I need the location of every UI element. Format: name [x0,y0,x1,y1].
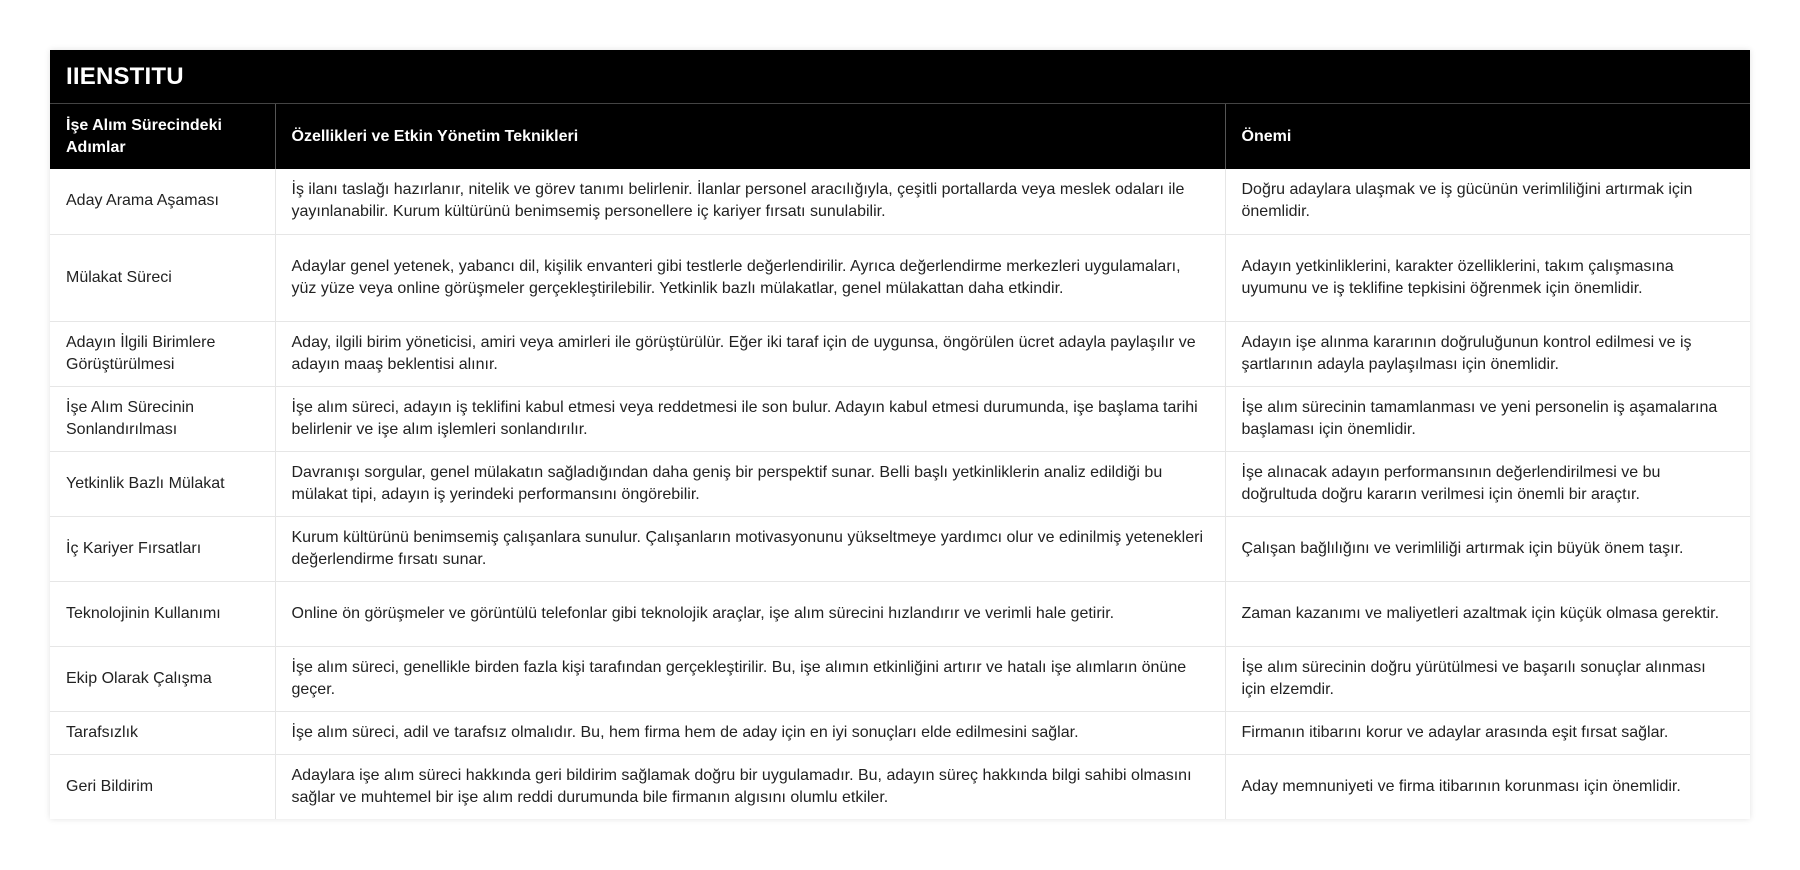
cell-importance: Zaman kazanımı ve maliyetleri azaltmak için küçük olmasa gerektir. [1225,581,1750,646]
cell-step: Ekip Olarak Çalışma [50,646,275,711]
cell-importance: İşe alım sürecinin tamamlanması ve yeni personelin iş aşamalarına başlaması için önemlidir. [1225,386,1750,451]
header-features: Özellikleri ve Etkin Yönetim Teknikleri [275,104,1225,169]
cell-step: İç Kariyer Fırsatları [50,516,275,581]
table-row [50,516,1750,581]
table-row [50,386,1750,451]
cell-features: İş ilanı taslağı hazırlanır, nitelik ve görev tanımı belirlenir. İlanlar personel aracılığıyla, çeşitli portallarda veya meslek odaları ile yayınlanabilir. Kurum kültürünü benimsemiş personellere iç kariyer fırsatı sunulabilir. [275,169,1225,234]
cell-step: Yetkinlik Bazlı Mülakat [50,451,275,516]
table-row [50,321,1750,386]
cell-importance: İşe alım sürecinin doğru yürütülmesi ve başarılı sonuçlar alınması için elzemdir. [1225,646,1750,711]
header-importance: Önemi [1225,104,1750,169]
cell-features: İşe alım süreci, genellikle birden fazla kişi tarafından gerçekleştirilir. Bu, işe alımın etkinliğini artırır ve hatalı işe alımların önüne geçer. [275,646,1225,711]
cell-importance: Adayın işe alınma kararının doğruluğunun kontrol edilmesi ve iş şartlarının adayla paylaşılması için önemlidir. [1225,321,1750,386]
table-header [50,104,1750,169]
cell-features: Davranışı sorgular, genel mülakatın sağladığından daha geniş bir perspektif sunar. Belli başlı yetkinliklerin analiz edildiği bu mülakat tipi, adayın iş yerindeki performansını öngörebilir. [275,451,1225,516]
cell-features: Aday, ilgili birim yöneticisi, amiri veya amirleri ile görüştürülür. Eğer iki taraf için de uygunsa, öngörülen ücret adayla paylaşılır ve adayın maaş beklentisi alınır. [275,321,1225,386]
cell-step: İşe Alım Sürecinin Sonlandırılması [50,386,275,451]
table-row [50,169,1750,234]
cell-importance: İşe alınacak adayın performansının değerlendirilmesi ve bu doğrultuda doğru kararın verilmesi için önemli bir araçtır. [1225,451,1750,516]
header-row [50,104,1750,169]
cell-features: Kurum kültürünü benimsemiş çalışanlara sunulur. Çalışanların motivasyonunu yükseltmeye yardımcı olur ve edinilmiş yetenekleri değerlendirme fırsatı sunar. [275,516,1225,581]
recruitment-table [50,104,1750,819]
cell-step: Teknolojinin Kullanımı [50,581,275,646]
table-body [50,169,1750,819]
cell-step: Tarafsızlık [50,711,275,754]
cell-importance: Aday memnuniyeti ve firma itibarının korunması için önemlidir. [1241,777,1681,795]
cell-step: Adayın İlgili Birimlere Görüştürülmesi [50,321,275,386]
cell-features: Adaylar genel yetenek, yabancı dil, kişilik envanteri gibi testlerle değerlendirilir. Ayrıca değerlendirme merkezleri uygulamaları, yüz yüze veya online görüşmeler gerçekleştirilebilir. Yetkinlik bazlı mülakatlar, genel mülakattan daha etkindir. [275,234,1225,321]
cell-step: Geri Bildirim [50,754,275,819]
table-row [50,646,1750,711]
cell-features: İşe alım süreci, adayın iş teklifini kabul etmesi veya reddetmesi ile son bulur. Adayın kabul etmesi durumunda, işe başlama tarihi belirlenir ve işe alım işlemleri sonlandırılır. [275,386,1225,451]
cell-features: Online ön görüşmeler ve görüntülü telefonlar gibi teknolojik araçlar, işe alım sürecini hızlandırır ve verimli hale getirir. [275,581,1225,646]
table-row [50,234,1750,321]
content-card [50,50,1750,819]
table-row [50,451,1750,516]
cell-importance: Çalışan bağlılığını ve verimliliği artırmak için büyük önem taşır. [1225,516,1750,581]
cell-step: Mülakat Süreci [50,234,275,321]
header-steps: İşe Alım Sürecindeki Adımlar [50,104,275,169]
brand-title: IIENSTITU [50,50,1750,104]
cell-importance: Doğru adaylara ulaşmak ve iş gücünün verimliliğini artırmak için önemlidir. [1225,169,1750,234]
table-row [50,711,1750,754]
cell-step: Aday Arama Aşaması [50,169,275,234]
table-row [50,754,1750,819]
table-row [50,581,1750,646]
cell-importance: Firmanın itibarını korur ve adaylar arasında eşit fırsat sağlar. [1225,711,1750,754]
cell-importance: Adayın yetkinliklerini, karakter özelliklerini, takım çalışmasına uyumunu ve iş teklifine tepkisini öğrenmek için önemlidir. [1225,234,1750,321]
cell-features: İşe alım süreci, adil ve tarafsız olmalıdır. Bu, hem firma hem de aday için en iyi sonuçları elde edilmesini sağlar. [275,711,1225,754]
cell-features: Adaylara işe alım süreci hakkında geri bildirim sağlamak doğru bir uygulamadır. Bu, adayın süreç hakkında bilgi sahibi olmasını sağlar ve muhtemel bir işe alım reddi durumunda bile firmanın algısını olumlu etkiler. [275,754,1225,819]
